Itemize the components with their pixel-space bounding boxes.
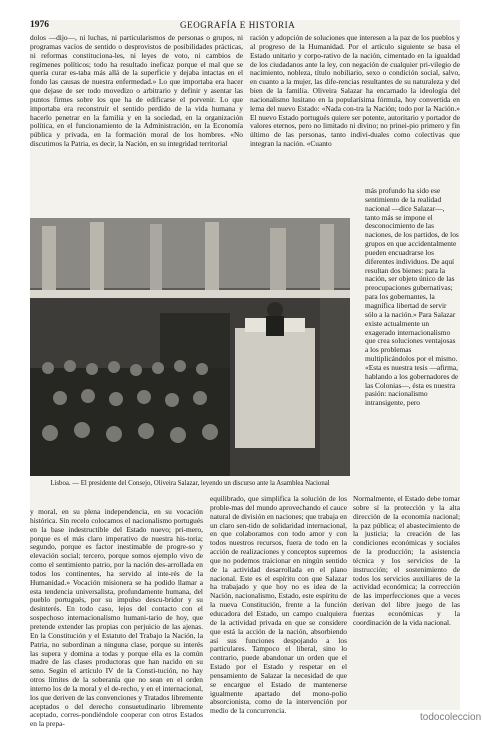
page-number: 1976 xyxy=(30,20,49,30)
text-column-bottom-left xyxy=(30,507,203,729)
paragraph-right-top: ración y adopción de soluciones que interesen a la paz de los pueblos y al progreso de la Humanidad. Por el artículo siguiente se basa el Estado unitario y corpo-rativo de la nación, cimentado en la igualdad de los ciudadanos ante la ley, con negación de cualquier pri-vilegio de nacimiento, nobleza, título nobiliario, sexo o condición social, salvo, en cuanto a la mujer, las dife-rencias resultantes de su naturaleza y del bien de la familia. Oliveira Salazar ha encarnado la ideología del nacionalismo lusitano en la popularísima fórmula, hoy convertida en lema del nuevo Estado: «Nada con-tra la Nación; todo por la Nación.» El nuevo Estado portugués quiere ser potente, autoritario y portador de valores eternos, pero no limitado ni divino; no prinei-pio primero y fin último de las personas, tanto indivi-duales como colectivas que integran la nación. «Cuanto xyxy=(250,33,460,149)
text-column-right-top xyxy=(250,34,460,188)
paragraph-narrow: más profundo ha sido ese sentimiento de la realidad nacional —dice Salazar—, tanto más se impone el desconocimiento de las naciones, de los partidos, de los grupos en que accidentalmente pueden encuadrarse los diferentes individuos. De aquí resultan dos bienes: para la nación, ser objeto único de las preocupaciones gubernativas; para los gobernantes, la magnífica libertad de servir sólo a la nación.» Para Salazar existe actualmente un exagerado internacionalismo que crea soluciones ventajosas a los problemas multiplicándolos por el mismo. «Esta es nuestra tesis —afirma, hablando a los gobernadores de las Colonias—, ésta es nuestra pasión: nacionalismo intransigente, pero xyxy=(365,186,459,408)
watermark-logo: todocoleccion xyxy=(420,712,482,723)
text-column-bottom-middle xyxy=(210,494,347,716)
assembly-photograph xyxy=(30,218,350,476)
paragraph-bottom-middle: equilibrado, que simplifica la solución de los proble-mas del mundo aprovechando el cauce natural de división en naciones; que trabaja en un claro sen-tido de solidaridad internacional, en que colaboramos con todo amor y con todos nuestros recursos, fuera de todo en la acción de realizaciones y conceptos supremos que no podemos traicionar en ningún sentido de la actividad desarrollada en el plano nacional. Este es el espíritu con que Salazar ha trabajado y que hoy no es idea de la Nación, nacionalismo, Estado, este espíritu de la nueva Constitución, frente a la función educadora del Estado, un campo cualquiera de la actividad privada en que se considere que está la acción de la nación, absorbiendo así sus funciones despojando a los particulares. Tampoco el liberal, sino lo contrario, puede abandonar un orden que el Estado por el Estado y respetar en el pensamiento de Salazar la necesidad de que se encargue el Estado de mantenerse igualmente apartado del mono-polio absorcionista, como de la intervención por medio de la concurrencia. xyxy=(210,494,347,716)
photo-caption: Lisboa. — El presidente del Consejo, Oliveira Salazar, leyendo un discurso ante la Asamblea Nacional xyxy=(50,480,330,487)
running-head xyxy=(30,20,460,32)
page-head-title: GEOGRAFÍA E HISTORIA xyxy=(180,20,296,30)
paragraph-bottom-right: Normalmente, el Estado debe tomar sobre sí la protección y la alta dirección de la economía nacional; la paz pública; el abastecimiento de la justicia; la creación de las condiciones económicas y sociales de la producción; la asistencia técnica y los servicios de la instrucción; el sostenimiento de todos los servicios auxiliares de la actividad económica; la corrección de las imperfecciones que a veces derivan del libre juego de las fuerzas económicas y la coordinación de la vida nacional. xyxy=(353,494,460,627)
text-column-bottom-right xyxy=(353,495,460,710)
text-column-narrow-right xyxy=(365,187,460,492)
text-column-left-top xyxy=(30,34,243,214)
paragraph-left-top: dolos —dijo—, ni luchas, ni particularismos de personas o grupos, ni programas vacíos de sentido o desprovistos de posibilidades prácticas, ni reformas constituciona-les, ni leyes de voto, ni cambios de regímenes políticos; todo ha resultado ineficaz porque el mal que se quería curar es-taba más allá de la superficie y dejaba intactas en el fondo las causas de nuestra enfermedad.» Lo que importaba era hacer que dejase de ser todo movedizo o arbitrario y definir y asentar las puntos firmes sobre los que ha de edificarse el porvenir. Lo que importaba era reconstruir el sentido perdido de la vida humana y hacerlo penetrar en la familia y en la sociedad, en la organización política, en el funcionamiento de la Administración, en la Economía pública y privada, en la formación moral de los hombres. «No discutimos la Patria, es decir, la Nación, en su integridad territorial xyxy=(30,33,243,149)
paragraph-bottom-left: y moral, en su plena independencia, en su vocación histórica. Sin recelo colocamos el nacionalismo portugués en la base indestructible del Estado nuevo; pri-mero, porque es el más claro imperativo de nuestra his-toria; segundo, porque es factor inestimable de progre-so y elevación social; tercero, porque somos ejemplo vivo de como el sentimiento patrio, por la nación des-arrollada en todos los continentes, ha servido al inte-rés de la Humanidad.» Vocación misionera se ha podido llamar a esta tendencia universalista, profundamente humana, del pueblo portugués, por su impulso descu-bridor y su desinterés. En todo caso, lejos del contacto con el sospechoso internacionalismo humani-tario de hoy, que pretende extender las propias con perjuicio de las ajenas. En la Constitución y el Estatuto del Trabajo la Nación, la Patria, no subordinan a ninguna clase, porque su interés las supera y domina a todas y porque ella es la común madre de las clases productoras que han nacido en su seno. Según el artículo IV de la Consti-tución, no hay otros límites de la soberanía que no sean en el orden interno los de la moral y el de-recho, y en el internacional, los que deriven de las convenciones y Tratados libremente aceptados o del derecho consuetudinario libremente aceptado, corres-pondiéndole cooperar con otros Estados en la prepa- xyxy=(30,507,203,729)
